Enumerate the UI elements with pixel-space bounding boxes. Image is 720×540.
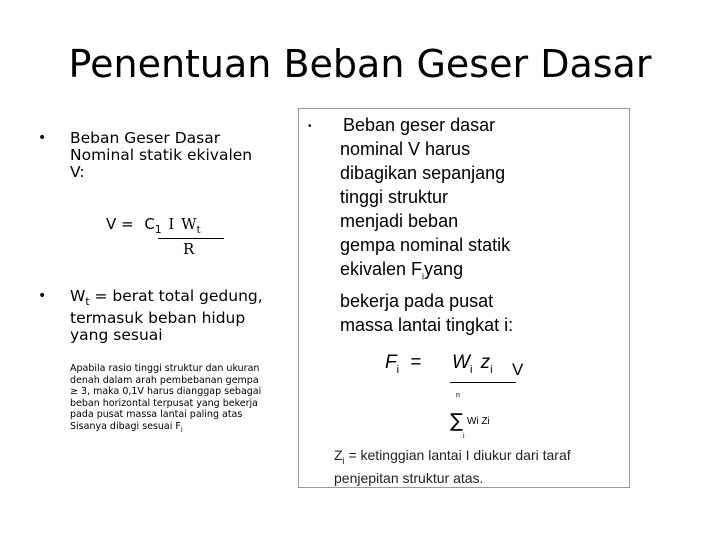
distribution-formula-numerator: $W_i$ $z_i$: [452, 352, 493, 376]
text-line: V:: [70, 163, 85, 181]
fraction-line: [450, 382, 516, 383]
formula-i: I: [168, 215, 175, 233]
footnote-line: penjepitan struktur atas.: [334, 469, 484, 486]
height-footnote: [334, 447, 571, 487]
sum-term: Wi Zi: [467, 416, 490, 427]
text-line: menjadi beban: [340, 211, 459, 231]
formula-denominator: R: [183, 240, 195, 258]
sigma-symbol: ∑: [450, 410, 463, 432]
sum-upper-limit: n: [456, 392, 460, 399]
formula-w: $W_t$: [181, 215, 201, 236]
bullet-icon: •: [38, 130, 47, 146]
note-line: ≥ 3, maka 0,1V harus dianggap sebagai: [70, 386, 262, 397]
right-paragraph: [340, 113, 513, 337]
footnote-line: $Z_i$ = ketinggian lantai I diukur dari taraf: [334, 447, 571, 466]
text-line: dibagikan sepanjang: [340, 163, 506, 183]
text-line: ekivalen $F_iyang$: [340, 259, 464, 282]
text-line: bekerja pada pusat: [340, 290, 494, 311]
fraction-line: [158, 238, 224, 239]
sum-lower-limit: i: [463, 433, 465, 440]
note-line: beban horizontal terpusat yang bekerja: [70, 397, 258, 409]
note-line: Sisanya dibagi sesuai $F_i$: [70, 420, 183, 434]
distribution-formula-v: V: [512, 360, 524, 379]
distribution-formula-lhs: $F_i$ =: [385, 352, 422, 376]
note-line: pada pusat massa lantai paling atas: [70, 409, 243, 420]
note-line: denah dalam arah pembebanan gempa: [70, 374, 259, 386]
formula-c: $C_1$: [144, 215, 162, 236]
formula-lhs: V =: [106, 215, 134, 233]
text-line: $W_t$ = berat total gedung,: [70, 287, 263, 309]
bullet-item-total-weight: [70, 288, 263, 344]
text-line: yang sesuai: [70, 326, 163, 345]
page-title: Penentuan Beban Geser Dasar: [68, 42, 652, 86]
note-line: Apabila rasio tinggi struktur dan ukuran: [70, 363, 260, 374]
text-line: Nominal statik ekivalen: [70, 146, 253, 164]
text-line: massa lantai tingkat i:: [340, 314, 514, 335]
bullet-icon: •: [38, 288, 47, 304]
note-paragraph: [70, 363, 270, 436]
text-line: nominal V harus: [340, 139, 471, 159]
text-line: Beban geser dasar: [343, 115, 496, 135]
bullet-item-base-shear: [70, 130, 252, 181]
base-shear-formula: [106, 215, 201, 236]
text-line: gempa nominal statik: [340, 235, 511, 255]
text-line: tinggi struktur: [340, 187, 449, 207]
text-line: termasuk beban hidup: [70, 309, 246, 328]
text-line: Beban Geser Dasar: [70, 129, 221, 147]
bullet-icon: •: [308, 121, 312, 132]
